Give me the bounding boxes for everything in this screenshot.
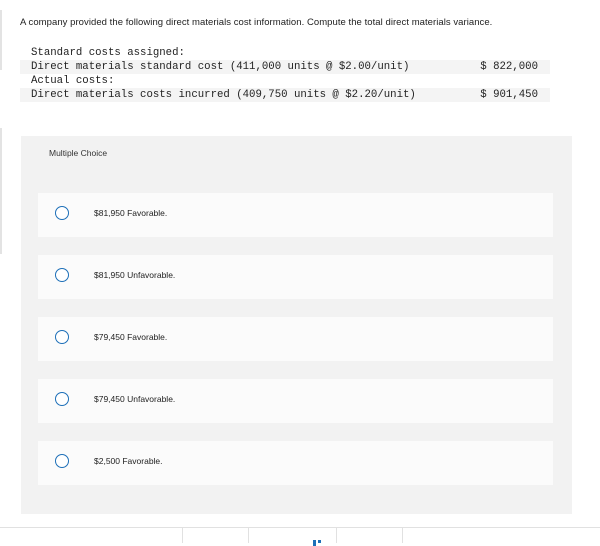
cost-table [20, 46, 550, 102]
radio-unchecked-icon[interactable] [55, 268, 69, 282]
cost-row-amount: $ 901,450 [480, 89, 538, 101]
footer-separator [182, 528, 183, 543]
cost-row-label: Direct materials standard cost (411,000 units @ $2.00/unit) [31, 61, 410, 73]
cost-row-amount: $ 822,000 [480, 61, 538, 73]
choice-option-4[interactable] [38, 379, 553, 423]
radio-unchecked-icon[interactable] [55, 330, 69, 344]
choice-option-5[interactable] [38, 441, 553, 485]
cost-row-label: Actual costs: [31, 75, 115, 87]
radio-unchecked-icon[interactable] [55, 454, 69, 468]
choice-option-label: $2,500 Favorable. [94, 456, 163, 466]
cost-row-actual-cost [20, 88, 550, 102]
radio-unchecked-icon[interactable] [55, 392, 69, 406]
choice-option-label: $81,950 Unfavorable. [94, 270, 176, 280]
footer-separator [248, 528, 249, 543]
cost-row-standard-header [20, 46, 550, 60]
multiple-choice-panel [21, 136, 572, 514]
choice-option-label: $79,450 Unfavorable. [94, 394, 176, 404]
footer-separator [402, 528, 403, 543]
cost-row-label: Direct materials costs incurred (409,750 units @ $2.20/unit) [31, 89, 416, 101]
choice-option-2[interactable] [38, 255, 553, 299]
multiple-choice-heading: Multiple Choice [49, 148, 108, 158]
left-border-top [0, 10, 2, 70]
choice-option-label: $81,950 Favorable. [94, 208, 168, 218]
cost-row-label: Standard costs assigned: [31, 47, 185, 59]
choice-option-1[interactable] [38, 193, 553, 237]
choice-option-label: $79,450 Favorable. [94, 332, 168, 342]
footer-separator [336, 528, 337, 543]
cost-row-standard-cost [20, 60, 550, 74]
left-border-bottom [0, 128, 2, 254]
footer-divider [0, 527, 600, 528]
cost-row-actual-header [20, 74, 550, 88]
choice-option-3[interactable] [38, 317, 553, 361]
radio-unchecked-icon[interactable] [55, 206, 69, 220]
question-prompt: A company provided the following direct materials cost information. Compute the total direct materials variance. [20, 17, 493, 28]
